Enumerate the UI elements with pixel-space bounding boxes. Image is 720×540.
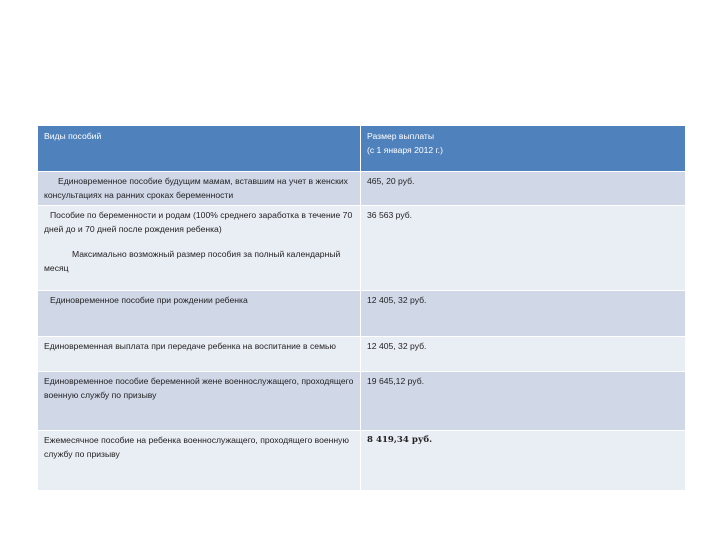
- benefit-name: [38, 206, 361, 291]
- benefit-note: Максимально возможный размер пособия за полный календарный месяц: [44, 249, 341, 273]
- benefit-name-text: Пособие по беременности и родам (100% среднего заработка в течение 70 дней до и 70 дней после рождения ребенка): [44, 210, 353, 234]
- table-row: [38, 431, 686, 491]
- benefit-amount: 465, 20 руб.: [361, 172, 686, 206]
- header-payment-amount-date: (с 1 января 2012 г.): [367, 144, 443, 155]
- benefit-name-text: Единовременное пособие будущим мамам, вставшим на учет в женских консультациях на ранних сроках беременности: [44, 176, 348, 200]
- benefit-amount: 8 419,34 руб.: [361, 431, 686, 491]
- benefit-amount: 12 405, 32 руб.: [361, 291, 686, 337]
- benefit-amount: 19 645,12 руб.: [361, 372, 686, 431]
- benefit-name: Ежемесячное пособие на ребенка военнослужащего, проходящего военную службу по призыву: [38, 431, 361, 491]
- benefit-name: [38, 172, 361, 206]
- benefit-name: Единовременное пособие беременной жене военнослужащего, проходящего военную службу по призыву: [38, 372, 361, 431]
- benefit-amount: 36 563 руб.: [361, 206, 686, 291]
- table-header-row: [38, 126, 686, 172]
- benefit-name: Единовременная выплата при передаче ребенка на воспитание в семью: [38, 337, 361, 372]
- table-row: [38, 372, 686, 431]
- table-row: [38, 337, 686, 372]
- header-payment-amount: [361, 126, 686, 172]
- benefit-name: [38, 291, 361, 337]
- table-row: [38, 291, 686, 337]
- header-benefit-type: Виды пособий: [38, 126, 361, 172]
- benefit-amount: 12 405, 32 руб.: [361, 337, 686, 372]
- table-row: [38, 206, 686, 291]
- table-row: [38, 172, 686, 206]
- benefit-name-text: Единовременное пособие при рождении ребенка: [50, 295, 248, 305]
- benefits-table: [37, 125, 686, 491]
- header-payment-amount-title: Размер выплаты: [367, 131, 435, 141]
